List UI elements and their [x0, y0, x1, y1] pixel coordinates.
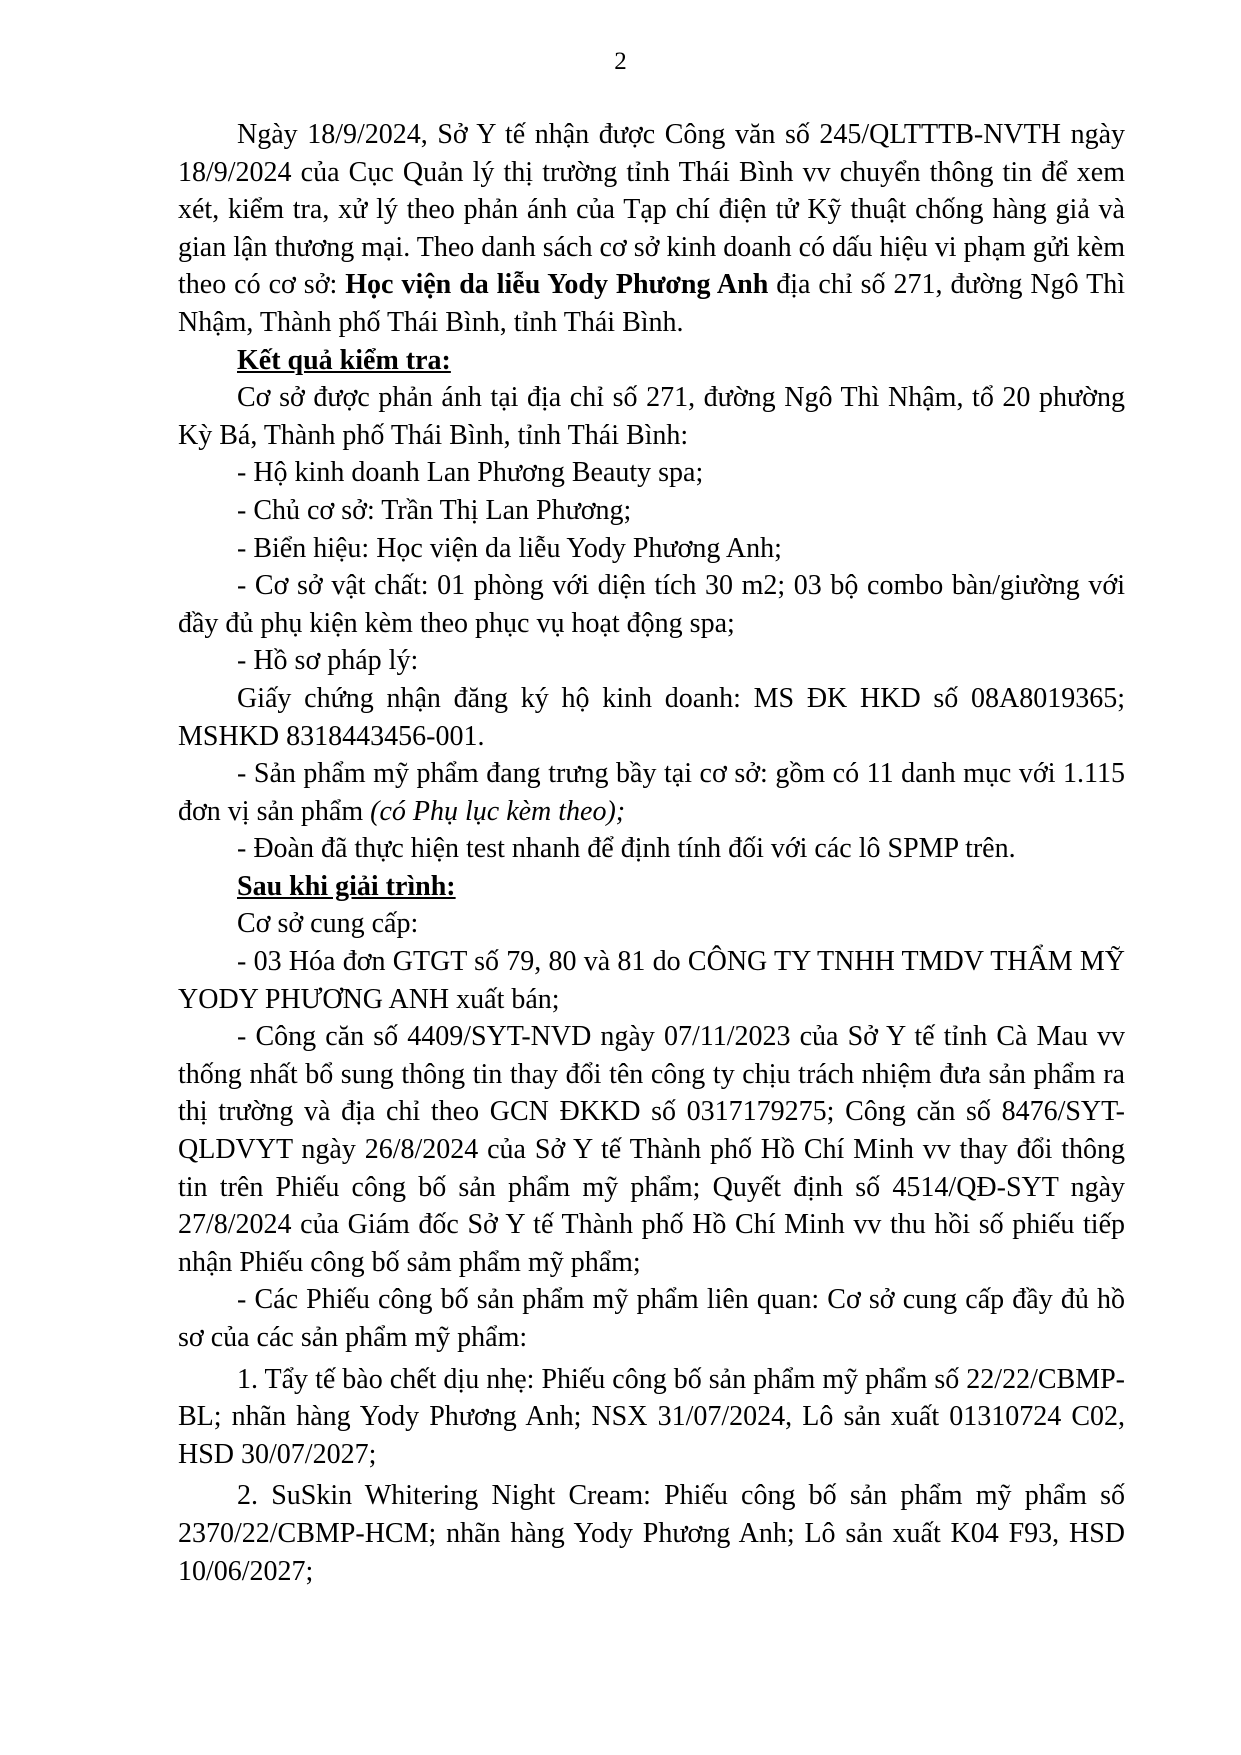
- inspection-heading: Kết quả kiểm tra:: [237, 344, 451, 376]
- inspection-owner: - Chủ cơ sở: Trần Thị Lan Phương;: [237, 494, 632, 526]
- inspection-location: Cơ sở được phản ánh tại địa chỉ số 271, đường Ngô Thì Nhậm, tổ 20 phường Kỳ Bá, Thành phố Thái Bình, tỉnh Thái Bình:: [178, 382, 1125, 451]
- facility-name: Học viện da liễu Yody Phương Anh: [345, 269, 769, 301]
- explanation-heading: Sau khi giải trình:: [237, 870, 456, 902]
- intro-text-1: Ngày 18/9/2024, Sở Y tế nhận được Công văn số 245/QLTTTB-NVTH ngày 18/9/2024 của Cục Quản lý thị trường tỉnh Thái Bình vv chuyển thông tin để xem xét, kiểm tra, xử lý theo phản ánh của Tạp chí điện tử Kỹ thuật chống hàng giả và gian lận thương mại. Theo danh sách cơ sở kinh doanh có dấu hiệu vi phạm gửi kèm theo có cơ sở:: [178, 119, 1125, 301]
- page-number: 2: [614, 48, 627, 75]
- inspection-facilities: - Cơ sở vật chất: 01 phòng với diện tích 30 m2; 03 bộ combo bàn/giường với đầy đủ phụ kiện kèm theo phục vụ hoạt động spa;: [178, 570, 1125, 639]
- inspection-business: - Hộ kinh doanh Lan Phương Beauty spa;: [237, 457, 704, 489]
- products-text: - Sản phẩm mỹ phẩm đang trưng bầy tại cơ sở: gồm có 11 danh mục với 1.115 đơn vị sản phẩm: [178, 758, 1125, 827]
- explanation-declarations: - Các Phiếu công bố sản phẩm mỹ phẩm liên quan: Cơ sở cung cấp đầy đủ hồ sơ của các sản phẩm mỹ phẩm:: [178, 1284, 1125, 1353]
- inspection-test: - Đoàn đã thực hiện test nhanh để định tính đối với các lô SPMP trên.: [237, 833, 1016, 865]
- inspection-products: [178, 755, 1125, 830]
- inspection-certificate: Giấy chứng nhận đăng ký hộ kinh doanh: MS ĐK HKD số 08A8019365; MSHKD 8318443456-001.: [178, 682, 1125, 752]
- inspection-heading-line: [178, 342, 1125, 380]
- inspection-legal-docs: - Hồ sơ pháp lý:: [237, 645, 419, 677]
- product-item-2: 2. SuSkin Whitering Night Cream: Phiếu công bố sản phẩm mỹ phẩm số 2370/22/CBMP-HCM; nhãn hàng Yody Phương Anh; Lô sản xuất K04 F93, HSD 10/06/2027;: [178, 1480, 1125, 1587]
- intro-paragraph: [178, 116, 1125, 342]
- explanation-provided: Cơ sở cung cấp:: [237, 908, 419, 940]
- products-note: (có Phụ lục kèm theo);: [370, 795, 626, 827]
- inspection-signboard: - Biển hiệu: Học viện da liễu Yody Phương Anh;: [237, 532, 782, 564]
- explanation-invoices: - 03 Hóa đơn GTGT số 79, 80 và 81 do CÔNG TY TNHH TMDV THẨM MỸ YODY PHƯƠNG ANH xuất bán;: [178, 946, 1125, 1015]
- explanation-heading-line: [178, 868, 1125, 906]
- explanation-documents: - Công căn số 4409/SYT-NVD ngày 07/11/2023 của Sở Y tế tỉnh Cà Mau vv thống nhất bổ sung thông tin thay đổi tên công ty chịu trách nhiệm đưa sản phẩm ra thị trường và địa chỉ theo GCN ĐKKD số 0317179275; Công căn số 8476/SYT-QLDVYT ngày 26/8/2024 của Sở Y tế Thành phố Hồ Chí Minh vv thay đổi thông tin trên Phiếu công bố sản phẩm mỹ phẩm; Quyết định số 4514/QĐ-SYT ngày 27/8/2024 của Giám đốc Sở Y tế Thành phố Hồ Chí Minh vv thu hồi số phiếu tiếp nhận Phiếu công bố sảm phẩm mỹ phẩm;: [178, 1021, 1125, 1278]
- document-body: [178, 116, 1125, 1590]
- intro-text-2: địa chỉ số 271, đường Ngô Thì Nhậm, Thành phố Thái Bình, tỉnh Thái Bình.: [178, 269, 1125, 338]
- product-item-1: 1. Tẩy tế bào chết dịu nhẹ: Phiếu công bố sản phẩm mỹ phẩm số 22/22/CBMP-BL; nhãn hàng Yody Phương Anh; NSX 31/07/2024, Lô sản xuất 01310724 C02, HSD 30/07/2027;: [178, 1363, 1125, 1470]
